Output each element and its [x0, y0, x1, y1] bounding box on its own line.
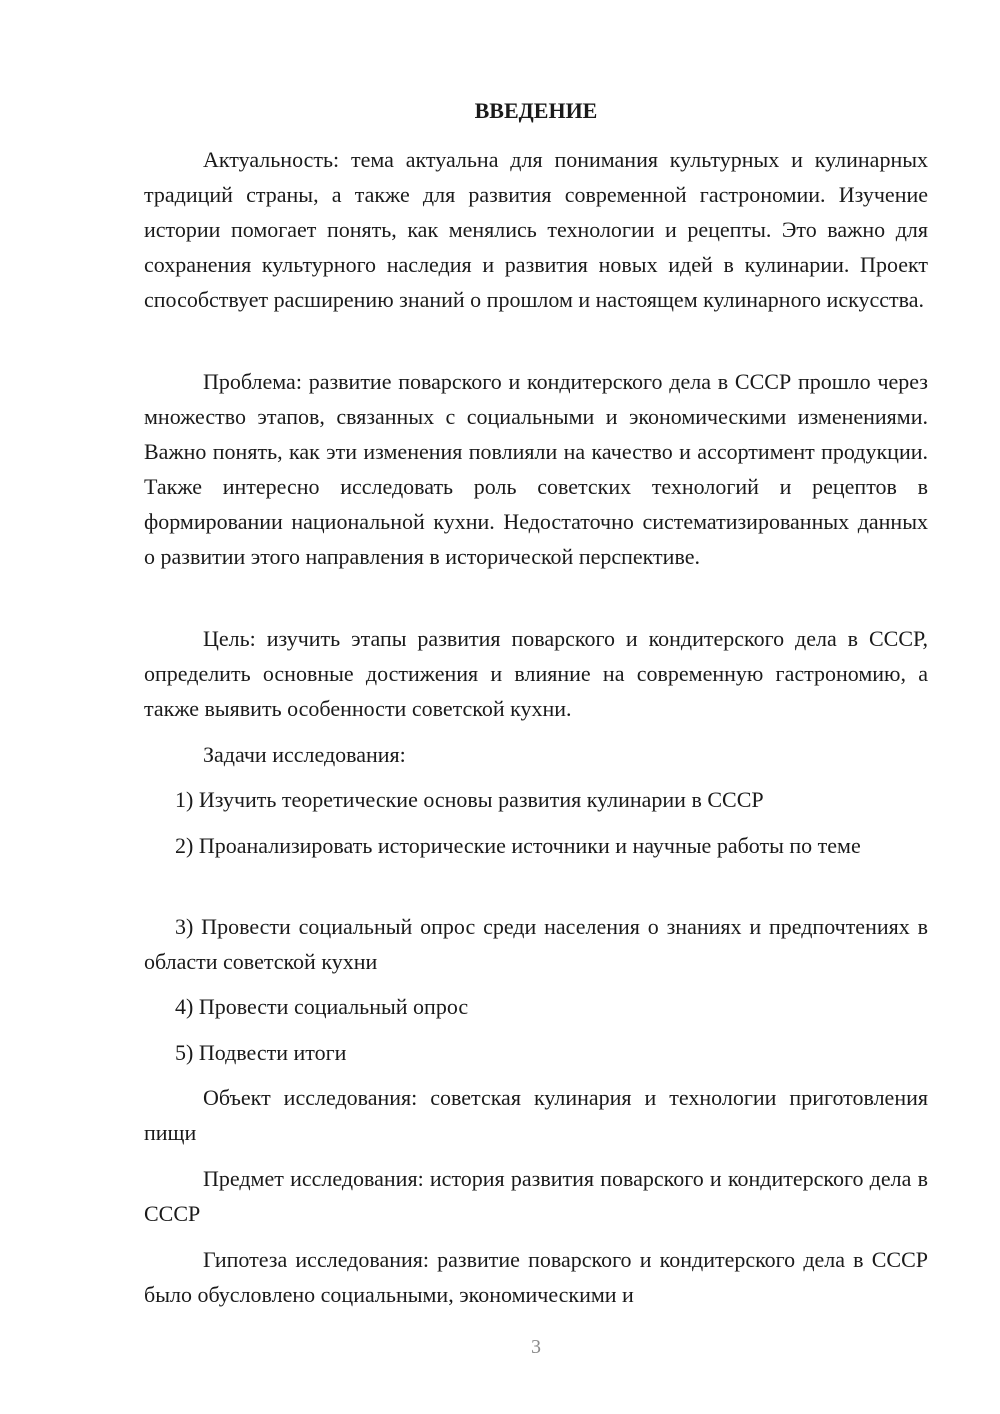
task-item-5: 5) Подвести итоги: [175, 1040, 347, 1065]
paragraph-problem: Проблема: развитие поварского и кондитерского дела в СССР прошло через множество этапов, связанных с социальными и экономическими изменениями. Важно понять, как эти изменения повлияли на качество и ассортимент продукции. Также интересно исследовать роль советских технологий и рецептов в формировании национальной кухни. Недостаточно систематизированных данных о развитии этого направления в исторической перспективе.: [144, 369, 928, 569]
paragraph-relevance: Актуальность: тема актуальна для понимания культурных и кулинарных традиций страны, а также для развития современной гастрономии. Изучение истории помогает понять, как менялись технологии и рецепты. Это важно для сохранения культурного наследия и развития новых идей в кулинарии. Проект способствует расширению знаний о прошлом и настоящем кулинарного искусства.: [144, 147, 928, 312]
task-item-2: 2) Проанализировать исторические источники и научные работы по теме: [175, 833, 861, 858]
task-item-3: 3) Провести социальный опрос среди населения о знаниях и предпочтениях в области советской кухни: [144, 914, 928, 974]
paragraph-subject: Предмет исследования: история развития поварского и кондитерского дела в СССР: [144, 1166, 928, 1226]
paragraph-object: Объект исследования: советская кулинария и технологии приготовления пищи: [144, 1085, 928, 1145]
paragraph-hypothesis: Гипотеза исследования: развитие поварского и кондитерского дела в СССР было обусловлено социальными, экономическими и: [144, 1247, 928, 1307]
paragraph-goal: Цель: изучить этапы развития поварского и кондитерского дела в СССР, определить основные достижения и влияние на современную гастрономию, а также выявить особенности советской кухни.: [144, 626, 928, 721]
tasks-heading: Задачи исследования:: [203, 742, 406, 767]
page-title: ВВЕДЕНИЕ: [474, 98, 598, 123]
task-item-1: 1) Изучить теоретические основы развития кулинарии в СССР: [175, 787, 764, 812]
page-number: 3: [531, 1336, 541, 1358]
task-item-4: 4) Провести социальный опрос: [175, 994, 469, 1019]
